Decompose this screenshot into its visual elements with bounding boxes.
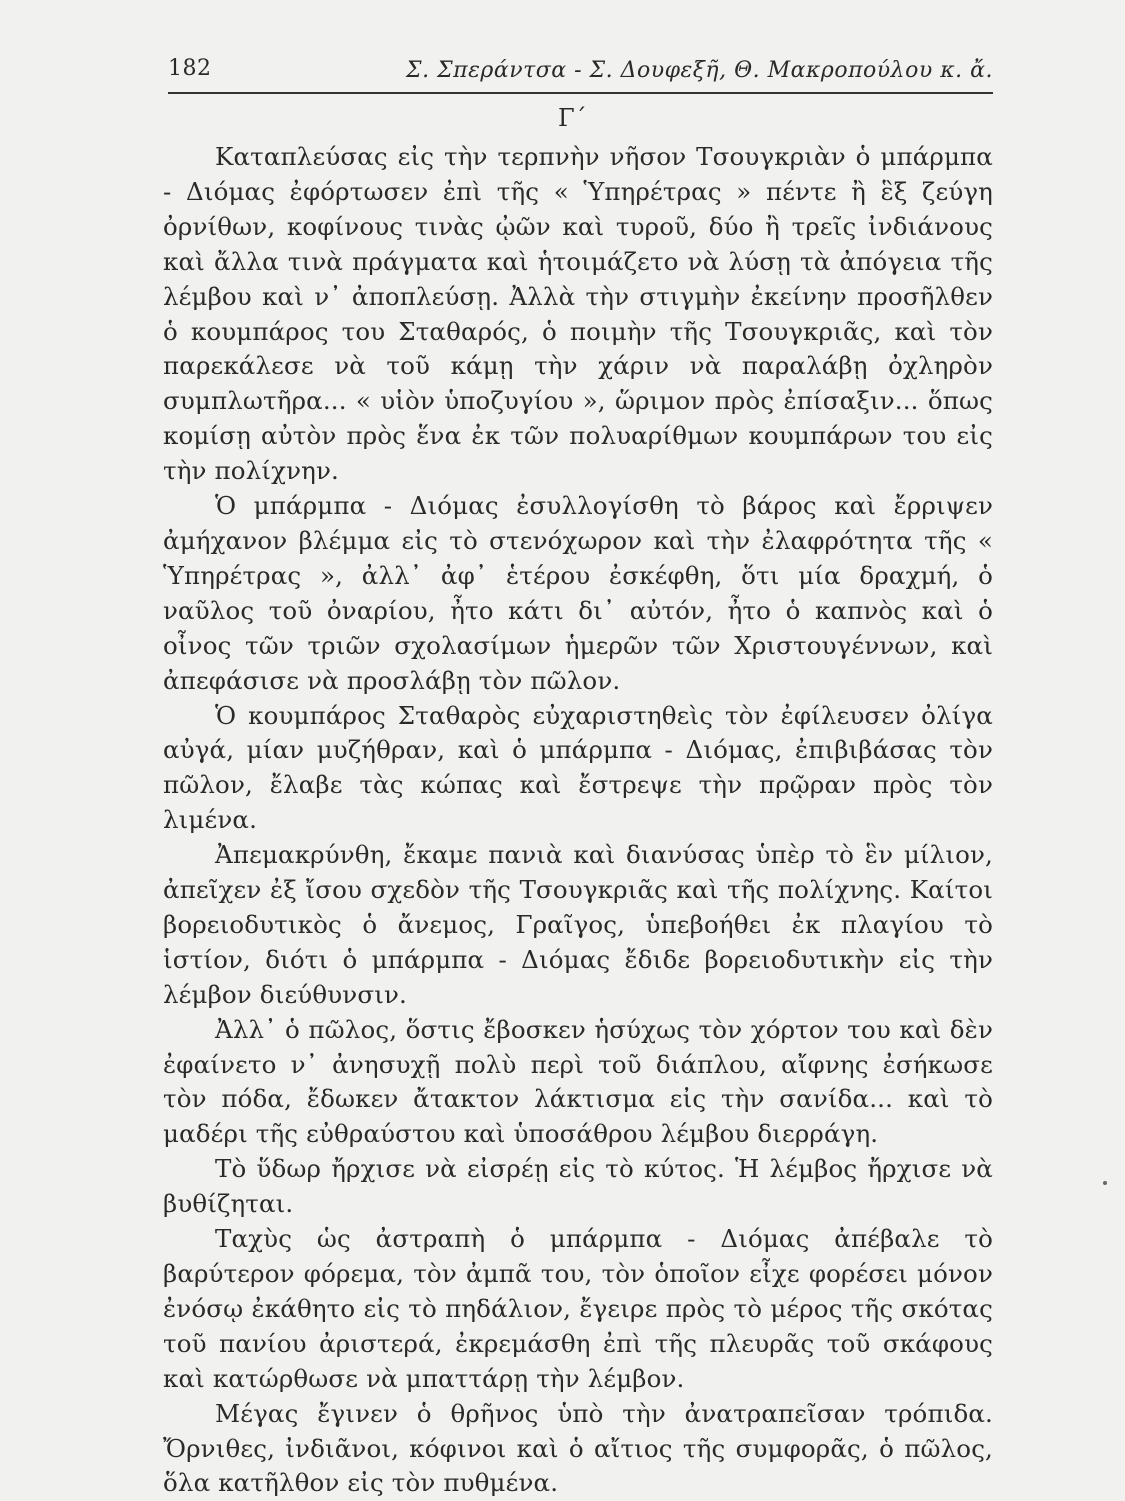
ink-speck	[1103, 1181, 1107, 1185]
paragraph: Ὁ μπάρμπα - Διόμας ἐσυλλογίσθη τὸ βάρος καὶ ἔρριψεν ἀμήχανον βλέμμα εἰς τὸ στενόχωρον καὶ τὴν ἐλαφρότητα τῆς « Ὑπηρέτρας », ἀλλ᾽ ἀφ᾽ ἑτέρου ἐσκέφθη, ὅτι μία δραχμή, ὁ ναῦλος τοῦ ὀναρίου, ἦτο κάτι δι᾽ αὐτόν, ἦτο ὁ καπνὸς καὶ ὁ οἶνος τῶν τριῶν σχολασίμων ἡμερῶν τῶν Χριστουγέννων, καὶ ἀπεφάσισε νὰ προσλάβῃ τὸν πῶλον.	[163, 491, 993, 695]
paragraph: Τὸ ὕδωρ ἤρχισε νὰ εἰσρέῃ εἰς τὸ κύτος. Ἡ λέμβος ἤρχισε νὰ βυθίζηται.	[163, 1154, 993, 1219]
page-number: 182	[168, 56, 212, 81]
running-head: Σ. Σπεράντσα - Σ. Δουφεξῆ, Θ. Μακροπούλου κ. ἄ.	[406, 58, 993, 83]
section-title: Γ΄	[558, 104, 587, 132]
paragraph: Ἀπεμακρύνθη, ἔκαμε πανιὰ καὶ διανύσας ὑπὲρ τὸ ἓν μίλιον, ἀπεῖχεν ἐξ ἴσου σχεδὸν τῆς Τσουγκριᾶς καὶ τῆς πολίχνης. Καίτοι βορειοδυτικὸς ὁ ἄνεμος, Γραῖγος, ὑπεβοήθει ἐκ πλαγίου τὸ ἱστίον, διότι ὁ μπάρμπα - Διόμας ἔδιδε βορειοδυτικὴν εἰς τὴν λέμβον διεύθυνσιν.	[163, 840, 993, 1009]
paragraph: Ὁ κουμπάρος Σταθαρὸς εὐχαριστηθεὶς τὸν ἐφίλευσεν ὀλίγα αὐγά, μίαν μυζήθραν, καὶ ὁ μπάρμπα - Διόμας, ἐπιβιβάσας τὸν πῶλον, ἔλαβε τὰς κώπας καὶ ἔστρεψε τὴν πρῷραν πρὸς τὸν λιμένα.	[163, 700, 993, 835]
body-text	[163, 140, 993, 1501]
paragraph: Καταπλεύσας εἰς τὴν τερπνὴν νῆσον Τσουγκριὰν ὁ μπάρμπα - Διόμας ἐφόρτωσεν ἐπὶ τῆς « Ὑπηρέτρας » πέντε ἢ ἓξ ζεύγη ὀρνίθων, κοφίνους τινὰς ᾠῶν καὶ τυροῦ, δύο ἢ τρεῖς ἰνδιάνους καὶ ἄλλα τινὰ πράγματα καὶ ἡτοιμάζετο νὰ λύσῃ τὰ ἀπόγεια τῆς λέμβου καὶ ν᾽ ἀποπλεύσῃ. Ἀλλὰ τὴν στιγμὴν ἐκείνην προσῆλθεν ὁ κουμπάρος του Σταθαρός, ὁ ποιμὴν τῆς Τσουγκριᾶς, καὶ τὸν παρεκάλεσε νὰ τοῦ κάμῃ τὴν χάριν νὰ παραλάβῃ ὀχληρὸν συμπλωτῆρα... « υἱὸν ὑποζυγίου », ὥριμον πρὸς ἐπίσαξιν... ὅπως κομίσῃ αὐτὸν πρὸς ἕνα ἐκ τῶν πολυαρίθμων κουμπάρων του εἰς τὴν πολίχνην.	[163, 142, 993, 486]
paragraph: Μέγας ἔγινεν ὁ θρῆνος ὑπὸ τὴν ἀνατραπεῖσαν τρόπιδα. Ὄρνιθες, ἰνδιᾶνοι, κόφινοι καὶ ὁ αἴτιος τῆς συμφορᾶς, ὁ πῶλος, ὅλα κατῆλθον εἰς τὸν πυθμένα.	[163, 1398, 993, 1498]
page-header	[168, 52, 993, 94]
paragraph: Ταχὺς ὡς ἀστραπὴ ὁ μπάρμπα - Διόμας ἀπέβαλε τὸ βαρύτερον φόρεμα, τὸν ἀμπᾶ του, τὸν ὁποῖον εἶχε φορέσει μόνον ἐνόσῳ ἐκάθητο εἰς τὸ πηδάλιον, ἔγειρε πρὸς τὸ μέρος τῆς σκότας τοῦ πανίου ἀριστερά, ἐκρεμάσθη ἐπὶ τῆς πλευρᾶς τοῦ σκάφους καὶ κατώρθωσε νὰ μπαττάρῃ τὴν λέμβον.	[163, 1224, 993, 1393]
paragraph: Ἀλλ᾽ ὁ πῶλος, ὅστις ἔβοσκεν ἡσύχως τὸν χόρτον του καὶ δὲν ἐφαίνετο ν᾽ ἀνησυχῇ πολὺ περὶ τοῦ διάπλου, αἴφνης ἐσήκωσε τὸν πόδα, ἔδωκεν ἄτακτον λάκτισμα εἰς τὴν σανίδα... καὶ τὸ μαδέρι τῆς εὐθραύστου καὶ ὑποσάθρου λέμβου διερράγη.	[163, 1014, 993, 1149]
